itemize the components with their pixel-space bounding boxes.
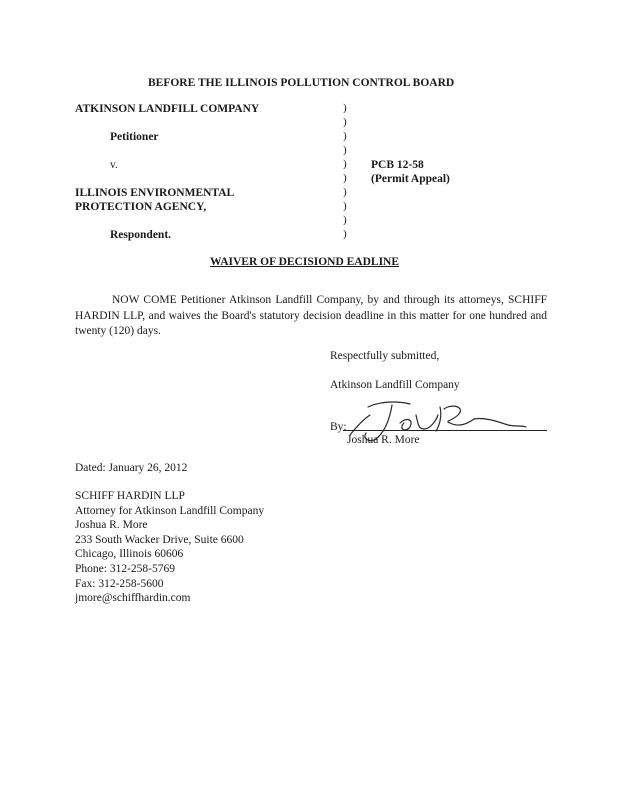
caption-paren: )	[343, 116, 347, 128]
phone-number: Phone: 312-258-5769	[75, 562, 175, 575]
signing-party: Atkinson Landfill Company	[330, 379, 460, 391]
attorney-role: Attorney for Atkinson Landfill Company	[75, 504, 265, 517]
versus-label: v.	[110, 159, 118, 171]
signature-line	[343, 430, 547, 431]
caption-paren: )	[343, 130, 347, 142]
respondent-name-line1: ILLINOIS ENVIRONMENTAL	[75, 187, 235, 199]
case-number: PCB 12-58	[371, 159, 424, 171]
caption-paren: )	[343, 144, 347, 156]
petitioner-name: ATKINSON LANDFILL COMPANY	[75, 103, 260, 115]
caption-paren: )	[343, 186, 347, 198]
email-address: jmore@schiffhardin.com	[75, 592, 191, 605]
signer-name: Joshua R. More	[347, 434, 420, 446]
caption-paren: )	[343, 214, 347, 226]
document-title: WAIVER OF DECISIOND EADLINE	[210, 256, 400, 268]
attorney-name: Joshua R. More	[75, 519, 148, 532]
petitioner-role: Petitioner	[110, 131, 159, 143]
caption-paren: )	[343, 102, 347, 114]
body-paragraph: NOW COME Petitioner Atkinson Landfill Company, by and through its attorneys, SCHIFF HARDIN LLP, and waives the Board's statutory decision deadline in this matter for one hundred and twenty (120) days.	[75, 294, 547, 337]
contact-block	[75, 489, 264, 606]
street-address: 233 South Wacker Drive, Suite 6600	[75, 533, 244, 546]
city-address: Chicago, Illinois 60606	[75, 548, 184, 561]
court-heading: BEFORE THE ILLINOIS POLLUTION CONTROL BOARD	[148, 77, 455, 89]
caption-paren: )	[343, 158, 347, 170]
by-label: By:	[330, 421, 347, 433]
fax-number: Fax: 312-258-5600	[75, 577, 164, 590]
respondent-name-line2: PROTECTION AGENCY,	[75, 201, 207, 213]
closing-line: Respectfully submitted,	[330, 350, 440, 362]
respondent-role: Respondent.	[110, 229, 172, 241]
caption-paren: )	[343, 172, 347, 184]
case-type: (Permit Appeal)	[371, 173, 450, 185]
caption-paren: )	[343, 200, 347, 212]
dated-line: Dated: January 26, 2012	[75, 462, 188, 474]
caption-paren: )	[343, 228, 347, 240]
firm-name: SCHIFF HARDIN LLP	[75, 490, 185, 502]
